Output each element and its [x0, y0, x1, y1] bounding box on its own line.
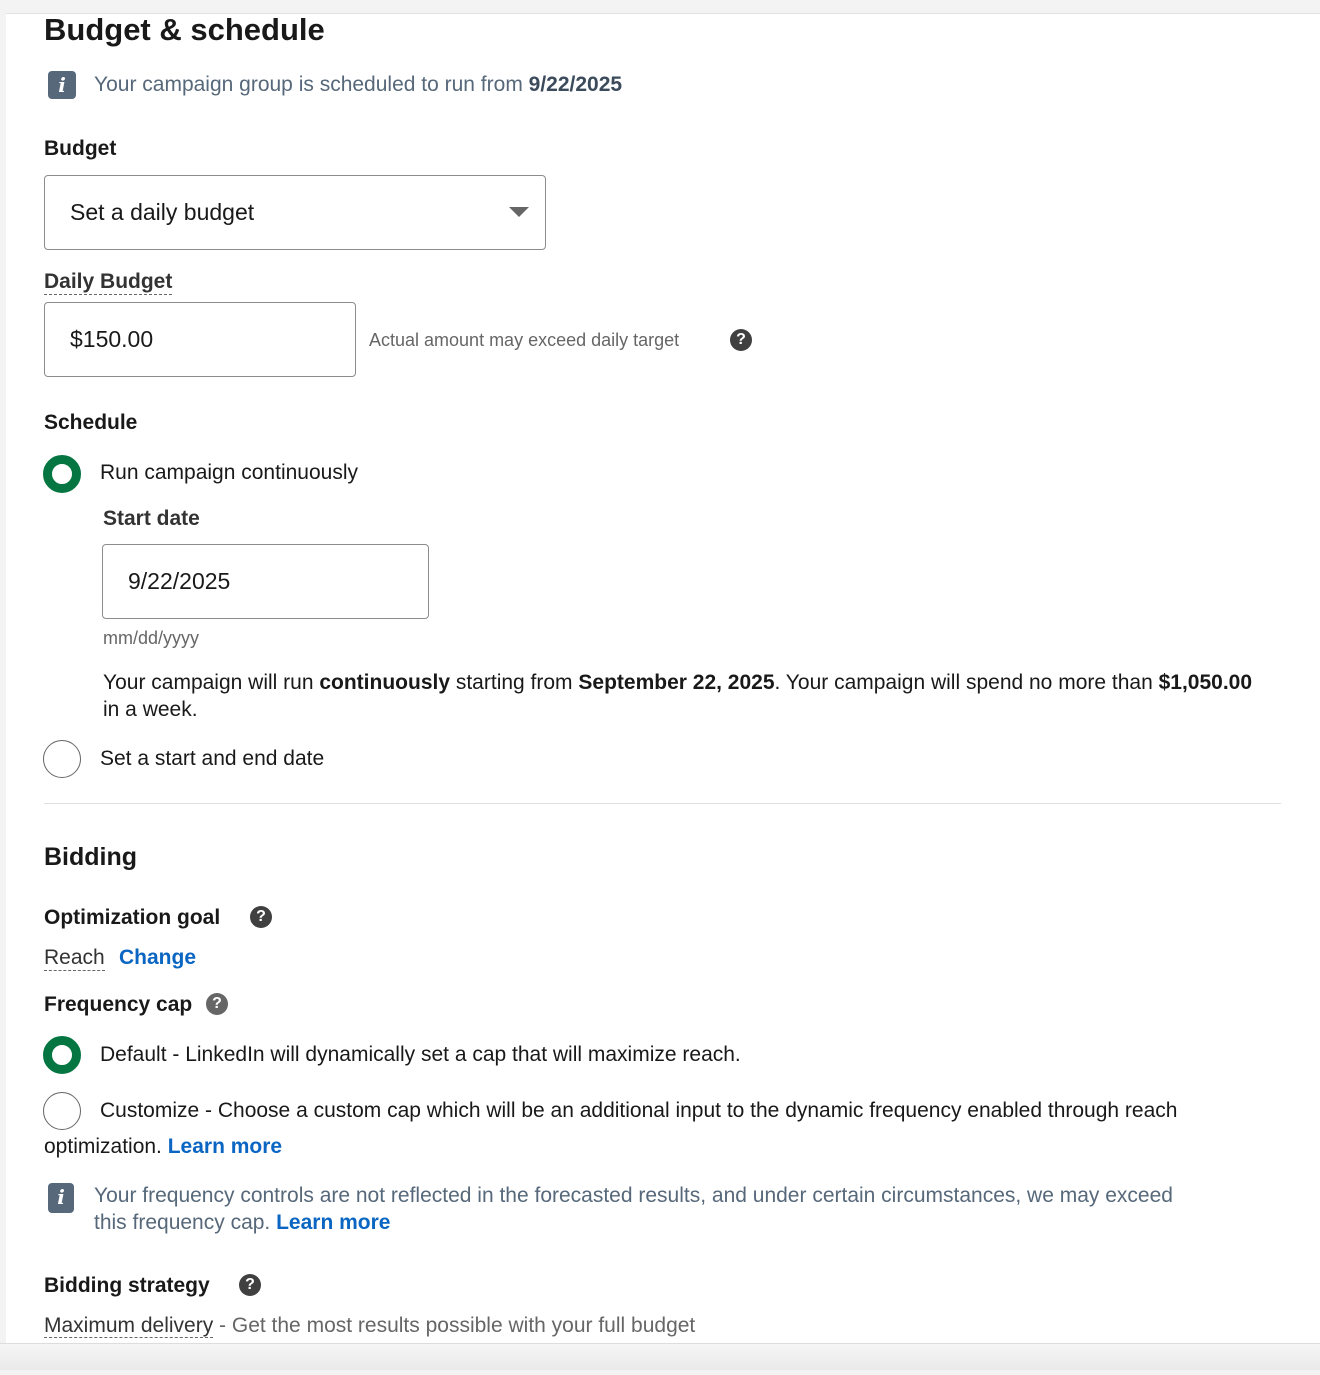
budget-type-select[interactable]: [44, 175, 546, 250]
bidding-strategy-desc: - Get the most results possible with your full budget: [213, 1314, 696, 1337]
change-link[interactable]: Change: [119, 946, 197, 969]
page-title: Budget & schedule: [44, 12, 325, 47]
info-icon: i: [48, 71, 76, 99]
divider: [44, 803, 1281, 804]
optimization-goal-value: Reach: [44, 946, 105, 969]
start-end-date-label[interactable]: Set a start and end date: [100, 747, 325, 770]
date-format-hint: mm/dd/yyyy: [103, 628, 200, 648]
info-icon: i: [48, 1183, 74, 1213]
schedule-info-text: Your campaign group is scheduled to run from: [94, 73, 529, 96]
radio-frequency-customize[interactable]: [43, 1092, 81, 1130]
frequency-default-label[interactable]: Default - LinkedIn will dynamically set a cap that will maximize reach.: [100, 1043, 741, 1066]
daily-budget-value: $150.00: [70, 326, 154, 352]
schedule-info-date: 9/22/2025: [528, 73, 623, 96]
budget-type-value: Set a daily budget: [70, 199, 255, 225]
schedule-summary: Your campaign will run continuously starting from September 22, 2025. Your campaign will spend no more than $1,050.00 in a week.: [103, 671, 1253, 721]
bidding-strategy-value[interactable]: Maximum delivery: [44, 1314, 214, 1337]
radio-run-continuously[interactable]: [43, 455, 81, 493]
radio-frequency-default[interactable]: [43, 1036, 81, 1074]
help-icon[interactable]: ?: [730, 329, 752, 351]
daily-budget-hint: Actual amount may exceed daily target: [369, 330, 680, 350]
schedule-label: Schedule: [44, 411, 138, 434]
learn-more-link[interactable]: Learn more: [167, 1135, 283, 1158]
start-date-label: Start date: [103, 507, 200, 530]
frequency-customize-label[interactable]: Customize - Choose a custom cap which will be an additional input to the dynamic frequency enabled through reach: [100, 1099, 1178, 1122]
help-icon[interactable]: ?: [206, 993, 228, 1015]
optimization-goal-label: Optimization goal: [44, 906, 221, 929]
bidding-title: Bidding: [44, 843, 138, 871]
run-continuously-label[interactable]: Run campaign continuously: [100, 461, 358, 484]
frequency-cap-label: Frequency cap: [44, 993, 193, 1016]
help-icon[interactable]: ?: [250, 906, 272, 928]
chevron-down-icon: [509, 207, 529, 217]
daily-budget-input[interactable]: [44, 302, 356, 377]
bidding-strategy-row: [44, 1314, 695, 1338]
daily-budget-label: Daily Budget: [44, 270, 173, 293]
bidding-strategy-label: Bidding strategy: [44, 1274, 210, 1297]
help-icon[interactable]: ?: [239, 1274, 261, 1296]
radio-start-end-date[interactable]: [43, 740, 81, 778]
footer-bar: [0, 1343, 1320, 1370]
learn-more-link[interactable]: Learn more: [276, 1211, 391, 1234]
start-date-input[interactable]: [102, 544, 429, 619]
start-date-value: 9/22/2025: [128, 568, 231, 594]
frequency-info: Your frequency controls are not reflected in the forecasted results, and under certain circumstances, we may exceed this frequency cap. Learn more: [94, 1184, 1173, 1234]
schedule-info: [94, 73, 622, 97]
frequency-customize-line2: optimization. Learn more: [44, 1135, 283, 1158]
budget-label: Budget: [44, 137, 117, 160]
